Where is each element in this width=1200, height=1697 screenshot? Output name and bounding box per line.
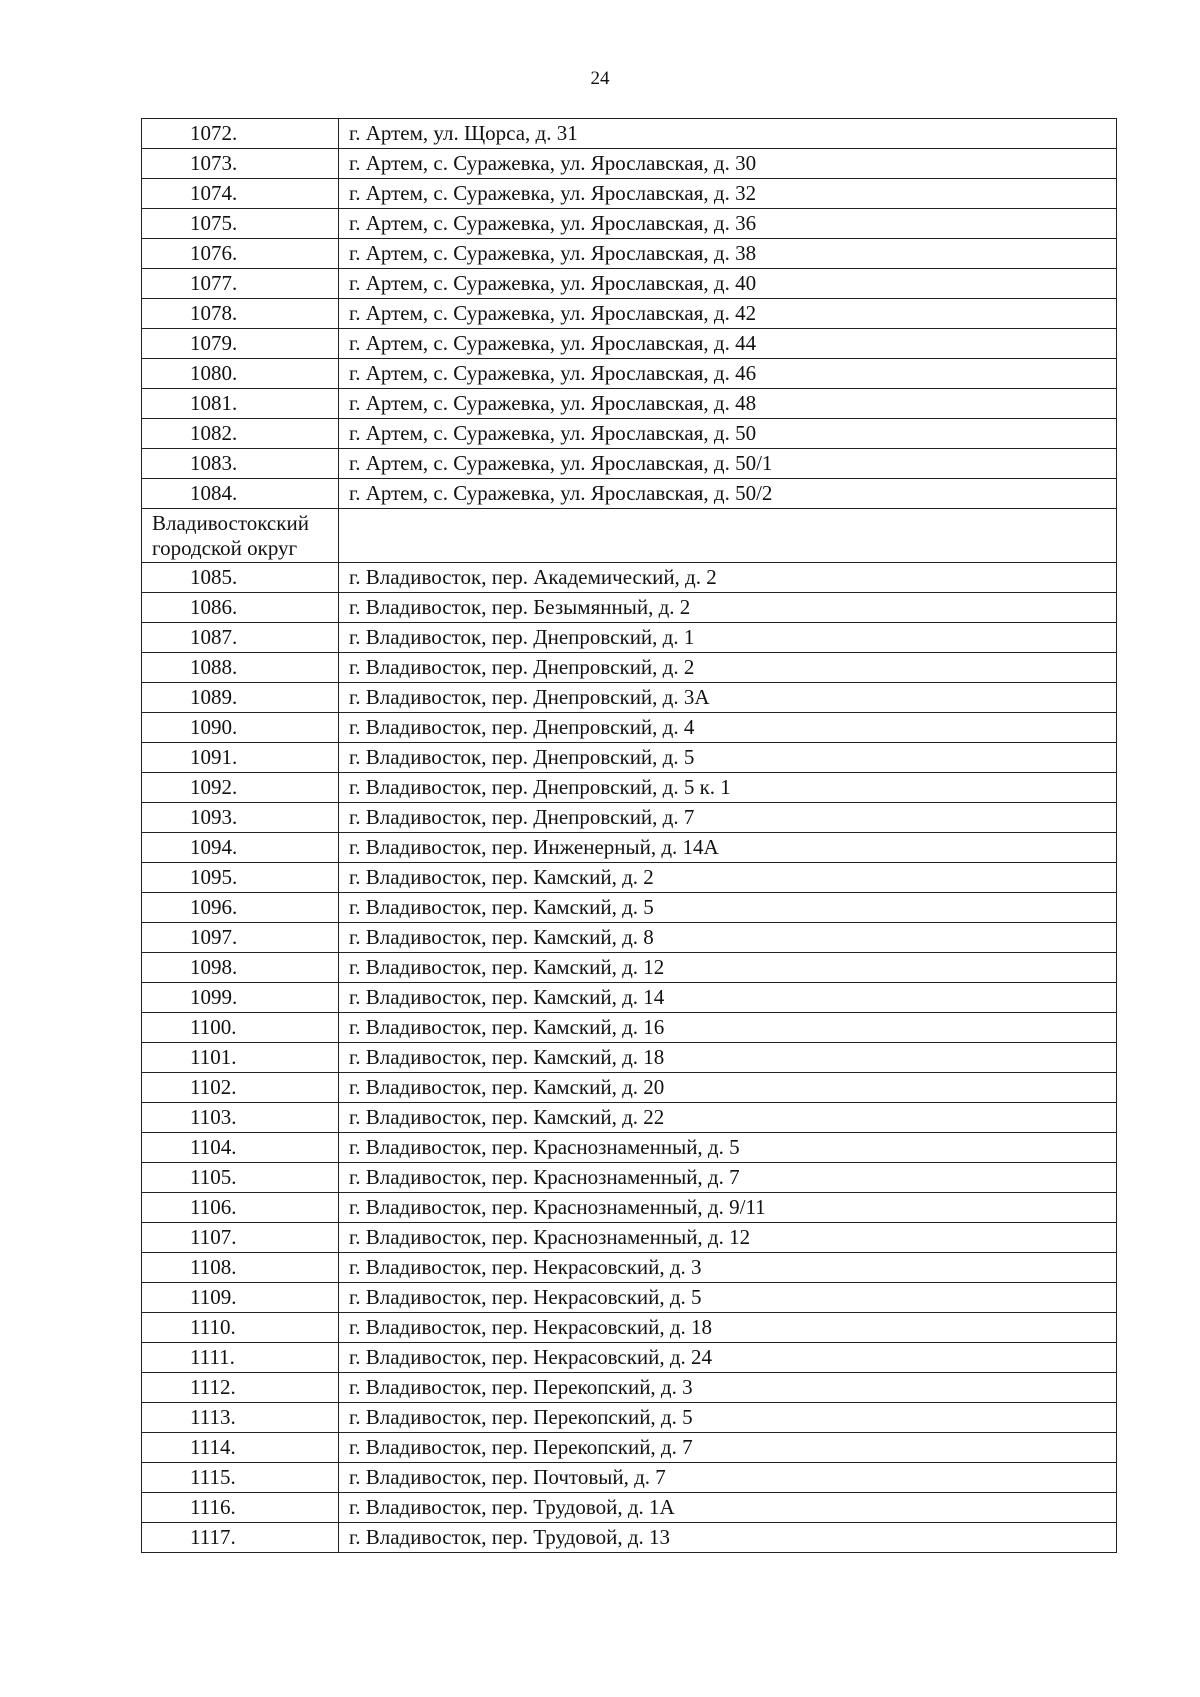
row-number: 1077. [142,269,339,299]
row-number: 1115. [142,1463,339,1493]
table-row [142,983,1117,1013]
table-row [142,179,1117,209]
table-row [142,1343,1117,1373]
table-row [142,923,1117,953]
row-address: г. Владивосток, пер. Некрасовский, д. 18 [339,1313,1117,1343]
row-number: 1117. [142,1523,339,1553]
row-number: 1084. [142,479,339,509]
row-number: 1089. [142,683,339,713]
row-number: 1087. [142,623,339,653]
row-number: 1113. [142,1403,339,1433]
row-address: г. Артем, с. Суражевка, ул. Ярославская, д. 40 [339,269,1117,299]
row-address: г. Владивосток, пер. Днепровский, д. 1 [339,623,1117,653]
row-number: 1085. [142,563,339,593]
row-number: 1076. [142,239,339,269]
table-row [142,803,1117,833]
row-number: 1083. [142,449,339,479]
table-row [142,743,1117,773]
row-number: 1082. [142,419,339,449]
row-address: г. Владивосток, пер. Камский, д. 16 [339,1013,1117,1043]
row-address: г. Владивосток, пер. Камский, д. 8 [339,923,1117,953]
table-row [142,1253,1117,1283]
row-number: 1093. [142,803,339,833]
row-address: г. Владивосток, пер. Днепровский, д. 2 [339,653,1117,683]
row-address: г. Владивосток, пер. Перекопский, д. 3 [339,1373,1117,1403]
table-row [142,239,1117,269]
table-row [142,1163,1117,1193]
table-row [142,953,1117,983]
row-number: 1114. [142,1433,339,1463]
row-address: г. Владивосток, пер. Безымянный, д. 2 [339,593,1117,623]
row-address: г. Артем, с. Суражевка, ул. Ярославская, д. 38 [339,239,1117,269]
row-address: г. Владивосток, пер. Краснознаменный, д. 5 [339,1133,1117,1163]
row-number: 1092. [142,773,339,803]
row-number: 1072. [142,119,339,149]
row-address [339,509,1117,563]
row-address: г. Владивосток, пер. Камский, д. 20 [339,1073,1117,1103]
row-address: г. Владивосток, пер. Камский, д. 18 [339,1043,1117,1073]
row-number: 1074. [142,179,339,209]
table-row [142,389,1117,419]
row-address: г. Артем, с. Суражевка, ул. Ярославская, д. 32 [339,179,1117,209]
table-row [142,863,1117,893]
table-row [142,893,1117,923]
row-address: г. Владивосток, пер. Трудовой, д. 13 [339,1523,1117,1553]
row-number: 1086. [142,593,339,623]
row-address: г. Владивосток, пер. Некрасовский, д. 5 [339,1283,1117,1313]
row-address: г. Владивосток, пер. Некрасовский, д. 24 [339,1343,1117,1373]
row-number: 1103. [142,1103,339,1133]
row-address: г. Владивосток, пер. Камский, д. 22 [339,1103,1117,1133]
table-row [142,329,1117,359]
table-row [142,1403,1117,1433]
table-row [142,1313,1117,1343]
row-number: 1112. [142,1373,339,1403]
row-address: г. Артем, с. Суражевка, ул. Ярославская, д. 50 [339,419,1117,449]
row-number: 1096. [142,893,339,923]
row-address: г. Владивосток, пер. Днепровский, д. 5 к. 1 [339,773,1117,803]
table-row [142,149,1117,179]
table-row [142,1223,1117,1253]
row-number: 1078. [142,299,339,329]
row-address: г. Владивосток, пер. Перекопский, д. 7 [339,1433,1117,1463]
row-address: г. Владивосток, пер. Днепровский, д. 5 [339,743,1117,773]
row-address: г. Владивосток, пер. Некрасовский, д. 3 [339,1253,1117,1283]
table-row [142,623,1117,653]
section-row [142,509,1117,563]
table-row [142,1493,1117,1523]
table-row [142,359,1117,389]
row-number: 1081. [142,389,339,419]
row-number: 1097. [142,923,339,953]
row-address: г. Владивосток, пер. Камский, д. 14 [339,983,1117,1013]
row-address: г. Владивосток, пер. Днепровский, д. 3А [339,683,1117,713]
row-number: 1075. [142,209,339,239]
table-row [142,653,1117,683]
row-number: 1111. [142,1343,339,1373]
table-row [142,1133,1117,1163]
table-row [142,209,1117,239]
row-address: г. Артем, ул. Щорса, д. 31 [339,119,1117,149]
row-number: 1091. [142,743,339,773]
row-number: 1088. [142,653,339,683]
row-address: г. Артем, с. Суражевка, ул. Ярославская, д. 46 [339,359,1117,389]
row-number: 1098. [142,953,339,983]
row-address: г. Владивосток, пер. Академический, д. 2 [339,563,1117,593]
row-number: 1095. [142,863,339,893]
row-address: г. Владивосток, пер. Камский, д. 5 [339,893,1117,923]
section-title: Владивостокский городской округ [142,509,339,563]
table-row [142,1043,1117,1073]
row-address: г. Владивосток, пер. Днепровский, д. 7 [339,803,1117,833]
row-address: г. Артем, с. Суражевка, ул. Ярославская, д. 44 [339,329,1117,359]
row-address: г. Артем, с. Суражевка, ул. Ярославская, д. 30 [339,149,1117,179]
table-row [142,833,1117,863]
page-number: 24 [590,68,610,89]
row-number: 1108. [142,1253,339,1283]
row-number: 1094. [142,833,339,863]
row-address: г. Артем, с. Суражевка, ул. Ярославская, д. 50/1 [339,449,1117,479]
table-row [142,269,1117,299]
row-address: г. Артем, с. Суражевка, ул. Ярославская, д. 42 [339,299,1117,329]
table-row [142,449,1117,479]
row-address: г. Артем, с. Суражевка, ул. Ярославская, д. 50/2 [339,479,1117,509]
row-number: 1101. [142,1043,339,1073]
row-number: 1105. [142,1163,339,1193]
table-row [142,683,1117,713]
table-row [142,1463,1117,1493]
table-row [142,1373,1117,1403]
row-number: 1110. [142,1313,339,1343]
table-row [142,1283,1117,1313]
table-row [142,713,1117,743]
table-row [142,1013,1117,1043]
row-number: 1107. [142,1223,339,1253]
address-table-body [142,119,1117,1553]
row-address: г. Владивосток, пер. Краснознаменный, д. 12 [339,1223,1117,1253]
row-number: 1090. [142,713,339,743]
row-number: 1073. [142,149,339,179]
row-number: 1102. [142,1073,339,1103]
row-number: 1079. [142,329,339,359]
table-row [142,1103,1117,1133]
row-number: 1104. [142,1133,339,1163]
table-row [142,1433,1117,1463]
table-row [142,299,1117,329]
row-number: 1106. [142,1193,339,1223]
row-address: г. Артем, с. Суражевка, ул. Ярославская, д. 48 [339,389,1117,419]
row-address: г. Владивосток, пер. Камский, д. 12 [339,953,1117,983]
row-address: г. Владивосток, пер. Краснознаменный, д. 9/11 [339,1193,1117,1223]
table-row [142,773,1117,803]
table-row [142,1073,1117,1103]
row-number: 1116. [142,1493,339,1523]
row-number: 1109. [142,1283,339,1313]
row-number: 1100. [142,1013,339,1043]
row-address: г. Владивосток, пер. Трудовой, д. 1А [339,1493,1117,1523]
row-address: г. Владивосток, пер. Днепровский, д. 4 [339,713,1117,743]
table-row [142,593,1117,623]
row-number: 1099. [142,983,339,1013]
table-row [142,1193,1117,1223]
row-address: г. Владивосток, пер. Перекопский, д. 5 [339,1403,1117,1433]
row-address: г. Владивосток, пер. Почтовый, д. 7 [339,1463,1117,1493]
table-row [142,563,1117,593]
table-row [142,119,1117,149]
row-address: г. Владивосток, пер. Инженерный, д. 14А [339,833,1117,863]
address-table [141,118,1117,1553]
row-address: г. Владивосток, пер. Камский, д. 2 [339,863,1117,893]
row-address: г. Владивосток, пер. Краснознаменный, д. 7 [339,1163,1117,1193]
row-address: г. Артем, с. Суражевка, ул. Ярославская, д. 36 [339,209,1117,239]
table-row [142,1523,1117,1553]
table-row [142,419,1117,449]
table-row [142,479,1117,509]
row-number: 1080. [142,359,339,389]
